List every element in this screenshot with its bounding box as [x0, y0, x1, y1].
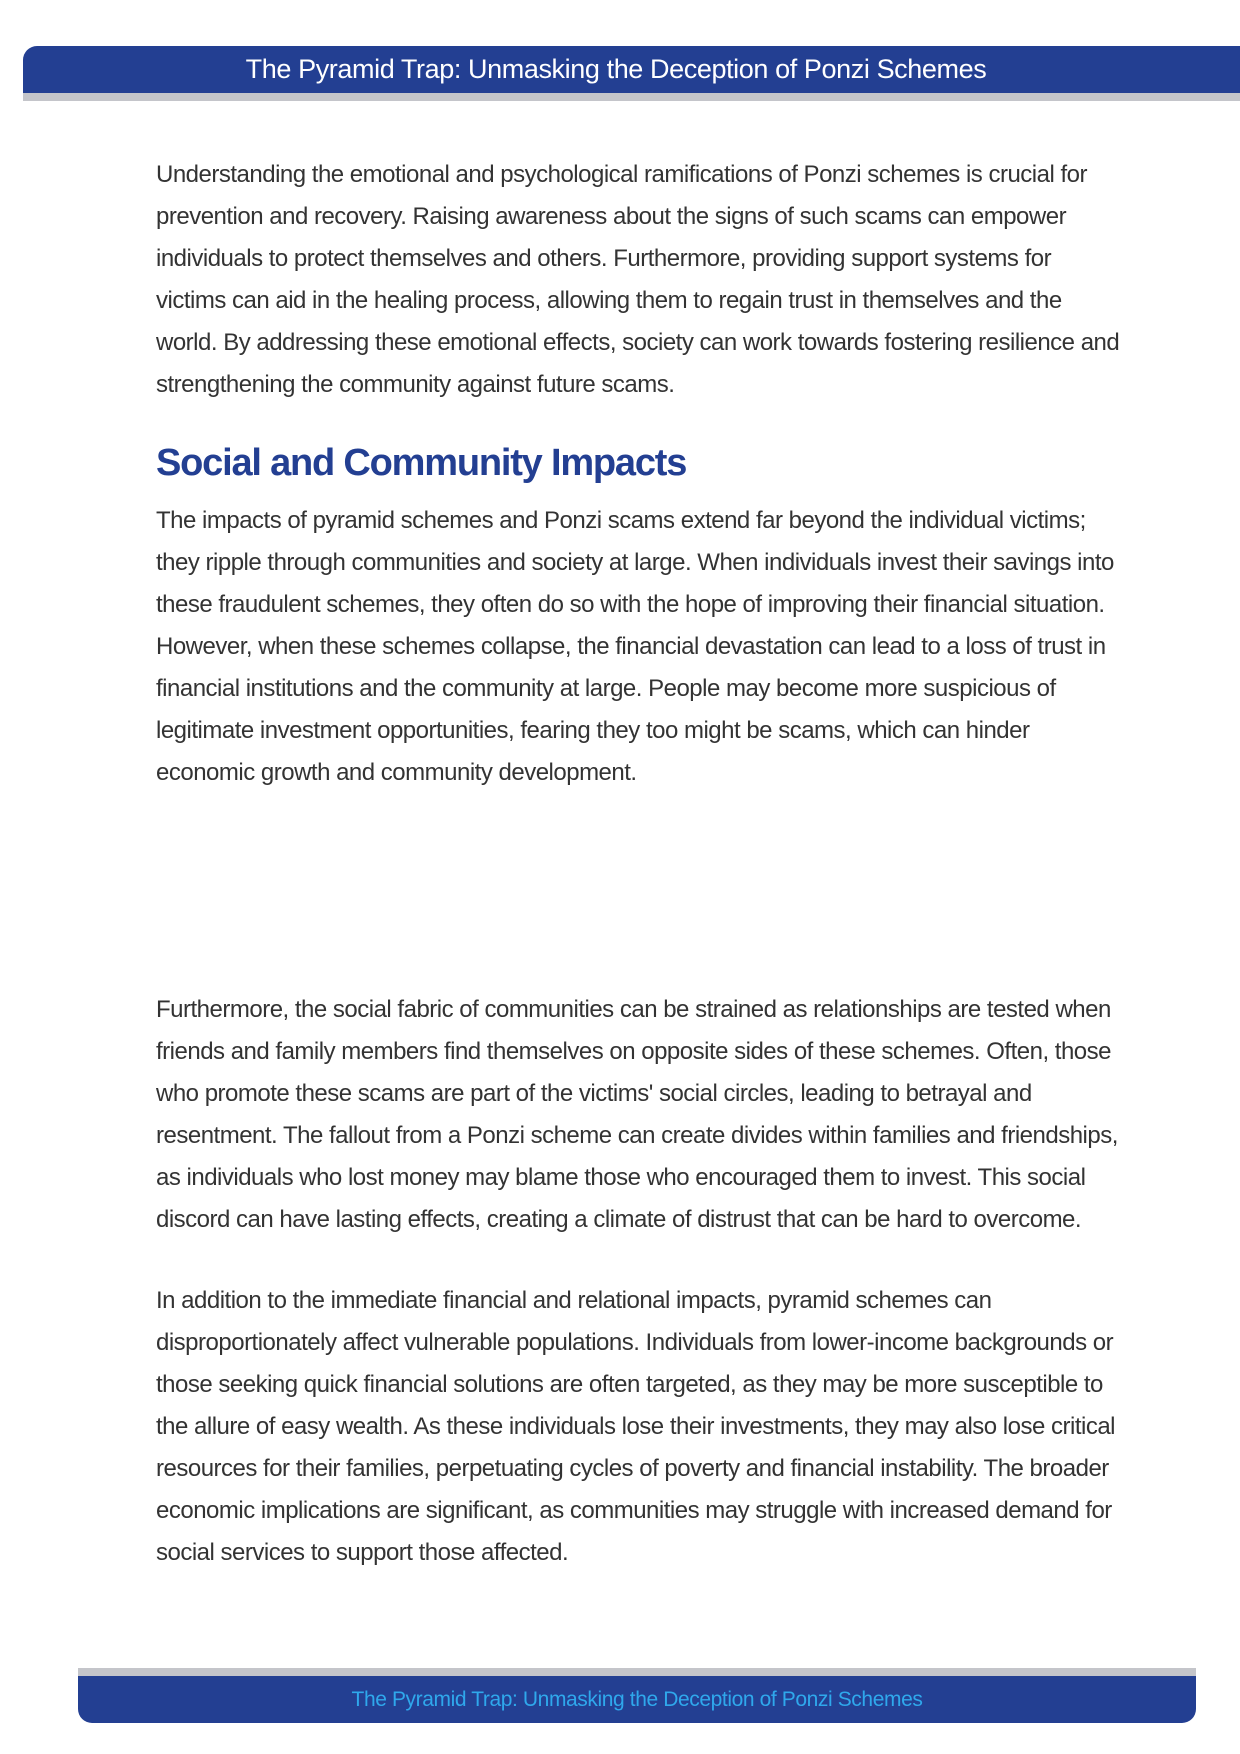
- paragraph-line: individuals to protect themselves and others. Furthermore, providing support systems for: [156, 245, 1052, 272]
- body-paragraph: [156, 1280, 1115, 1574]
- paragraph-line: economic implications are significant, as communities may struggle with increased demand for: [156, 1497, 1112, 1524]
- section-heading: Social and Community Impacts: [156, 442, 687, 484]
- paragraph-line: The impacts of pyramid schemes and Ponzi scams extend far beyond the individual victims;: [156, 507, 1086, 534]
- body-paragraph: [156, 500, 1114, 794]
- body-paragraph: [156, 989, 1118, 1241]
- paragraph-line: who promote these scams are part of the victims' social circles, leading to betrayal and: [156, 1080, 1032, 1107]
- paragraph-line: as individuals who lost money may blame those who encouraged them to invest. This social: [156, 1164, 1086, 1191]
- paragraph-line: discord can have lasting effects, creating a climate of distrust that can be hard to overcome.: [156, 1206, 1082, 1233]
- paragraph-line: financial institutions and the community at large. People may become more suspicious of: [156, 675, 1056, 702]
- page-footer: [78, 1676, 1196, 1723]
- header-divider: [23, 93, 1240, 101]
- paragraph-line: In addition to the immediate financial and relational impacts, pyramid schemes can: [156, 1287, 992, 1314]
- paragraph-line: social services to support those affected.: [156, 1539, 569, 1566]
- page-header: [23, 46, 1240, 93]
- paragraph-line: friends and family members find themselves on opposite sides of these schemes. Often, those: [156, 1038, 1111, 1065]
- paragraph-line: victims can aid in the healing process, allowing them to regain trust in themselves and the: [156, 287, 1062, 314]
- paragraph-line: world. By addressing these emotional effects, society can work towards fostering resilience and: [156, 329, 1120, 356]
- paragraph-line: they ripple through communities and society at large. When individuals invest their savings into: [156, 549, 1114, 576]
- footer-title: The Pyramid Trap: Unmasking the Deception of Ponzi Schemes: [351, 1687, 923, 1711]
- header-title: The Pyramid Trap: Unmasking the Deception of Ponzi Schemes: [245, 54, 987, 84]
- paragraph-line: resentment. The fallout from a Ponzi scheme can create divides within families and friendships,: [156, 1122, 1118, 1149]
- paragraph-line: resources for their families, perpetuating cycles of poverty and financial instability. The broader: [156, 1455, 1109, 1482]
- paragraph-line: disproportionately affect vulnerable populations. Individuals from lower-income backgrounds or: [156, 1329, 1114, 1356]
- paragraph-line: economic growth and community development.: [156, 759, 637, 786]
- paragraph-line: the allure of easy wealth. As these individuals lose their investments, they may also lose critical: [156, 1413, 1115, 1440]
- paragraph-line: those seeking quick financial solutions are often targeted, as they may be more susceptible to: [156, 1371, 1103, 1398]
- paragraph-line: legitimate investment opportunities, fearing they too might be scams, which can hinder: [156, 717, 1030, 744]
- intro-paragraph: [156, 154, 1119, 406]
- paragraph-line: strengthening the community against future scams.: [156, 371, 675, 398]
- footer-divider: [78, 1668, 1196, 1676]
- paragraph-line: these fraudulent schemes, they often do so with the hope of improving their financial situation.: [156, 591, 1105, 618]
- paragraph-line: prevention and recovery. Raising awareness about the signs of such scams can empower: [156, 203, 1067, 230]
- paragraph-line: However, when these schemes collapse, the financial devastation can lead to a loss of trust in: [156, 633, 1106, 660]
- paragraph-line: Furthermore, the social fabric of communities can be strained as relationships are tested when: [156, 996, 1111, 1023]
- paragraph-line: Understanding the emotional and psychological ramifications of Ponzi schemes is crucial for: [156, 161, 1087, 188]
